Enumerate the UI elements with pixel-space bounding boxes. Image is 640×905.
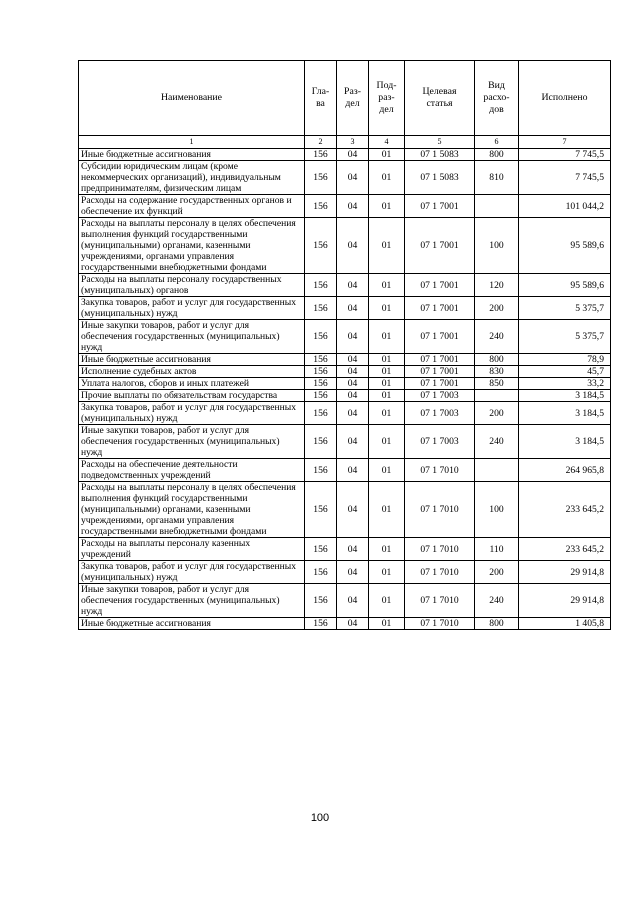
row-glava-cell: 156	[305, 218, 337, 274]
table-row	[79, 584, 611, 618]
row-expense-type-cell: 800	[475, 618, 519, 630]
row-target-article-cell: 07 1 5083	[405, 149, 475, 161]
row-glava-cell: 156	[305, 320, 337, 354]
row-name-cell: Исполнение судебных актов	[79, 366, 305, 378]
row-glava-cell: 156	[305, 618, 337, 630]
row-target-article-cell: 07 1 7003	[405, 390, 475, 402]
row-razdel-cell: 04	[337, 482, 369, 538]
row-podrazdel-cell: 01	[369, 618, 405, 630]
row-executed-amount-cell: 101 044,2	[519, 195, 611, 218]
table-row	[79, 402, 611, 425]
row-name-cell: Расходы на выплаты персоналу в целях обеспечения выполнения функций государственными (муниципальными) органами, казенными учреждениями, органами управления государственными внебюджетными фондами	[79, 218, 305, 274]
row-razdel-cell: 04	[337, 561, 369, 584]
row-name-cell: Иные бюджетные ассигнования	[79, 354, 305, 366]
row-executed-amount-cell: 7 745,5	[519, 149, 611, 161]
table-row	[79, 425, 611, 459]
row-glava-cell: 156	[305, 378, 337, 390]
row-target-article-cell: 07 1 5083	[405, 161, 475, 195]
row-expense-type-cell: 850	[475, 378, 519, 390]
row-name-cell: Закупка товаров, работ и услуг для государственных (муниципальных) нужд	[79, 402, 305, 425]
row-razdel-cell: 04	[337, 378, 369, 390]
row-razdel-cell: 04	[337, 297, 369, 320]
row-target-article-cell: 07 1 7001	[405, 297, 475, 320]
table-row	[79, 618, 611, 630]
row-target-article-cell: 07 1 7001	[405, 320, 475, 354]
row-expense-type-cell: 800	[475, 354, 519, 366]
row-executed-amount-cell: 7 745,5	[519, 161, 611, 195]
row-expense-type-cell: 100	[475, 218, 519, 274]
row-glava-cell: 156	[305, 425, 337, 459]
table-row	[79, 320, 611, 354]
row-razdel-cell: 04	[337, 459, 369, 482]
row-expense-type-cell	[475, 195, 519, 218]
row-expense-type-cell	[475, 459, 519, 482]
row-glava-cell: 156	[305, 584, 337, 618]
row-name-cell: Расходы на обеспечение деятельности подведомственных учреждений	[79, 459, 305, 482]
header-razdel: Раз- дел	[337, 61, 369, 136]
row-executed-amount-cell: 29 914,8	[519, 584, 611, 618]
row-name-cell: Уплата налогов, сборов и иных платежей	[79, 378, 305, 390]
row-executed-amount-cell: 5 375,7	[519, 297, 611, 320]
row-executed-amount-cell: 3 184,5	[519, 425, 611, 459]
table-row	[79, 378, 611, 390]
row-target-article-cell: 07 1 7010	[405, 584, 475, 618]
row-expense-type-cell: 800	[475, 149, 519, 161]
row-target-article-cell: 07 1 7010	[405, 482, 475, 538]
header-glava: Гла- ва	[305, 61, 337, 136]
row-razdel-cell: 04	[337, 390, 369, 402]
row-podrazdel-cell: 01	[369, 561, 405, 584]
row-expense-type-cell: 110	[475, 538, 519, 561]
row-name-cell: Расходы на выплаты персоналу государственных (муниципальных) органов	[79, 274, 305, 297]
row-name-cell: Расходы на выплаты персоналу в целях обеспечения выполнения функций государственными (муниципальными) органами, казенными учреждениями, органами управления государственными внебюджетными фондами	[79, 482, 305, 538]
table-row	[79, 459, 611, 482]
header-expense-type: Вид расхо- дов	[475, 61, 519, 136]
column-number: 5	[405, 136, 475, 149]
row-name-cell: Расходы на выплаты персоналу казенных учреждений	[79, 538, 305, 561]
row-name-cell: Закупка товаров, работ и услуг для государственных (муниципальных) нужд	[79, 561, 305, 584]
row-razdel-cell: 04	[337, 195, 369, 218]
row-glava-cell: 156	[305, 149, 337, 161]
row-razdel-cell: 04	[337, 354, 369, 366]
row-target-article-cell: 07 1 7010	[405, 459, 475, 482]
row-executed-amount-cell: 45,7	[519, 366, 611, 378]
column-number: 2	[305, 136, 337, 149]
column-number: 4	[369, 136, 405, 149]
row-target-article-cell: 07 1 7001	[405, 366, 475, 378]
row-podrazdel-cell: 01	[369, 425, 405, 459]
row-name-cell: Прочие выплаты по обязательствам государства	[79, 390, 305, 402]
header-executed: Исполнено	[519, 61, 611, 136]
row-razdel-cell: 04	[337, 161, 369, 195]
header-row	[79, 61, 611, 136]
row-executed-amount-cell: 3 184,5	[519, 402, 611, 425]
row-podrazdel-cell: 01	[369, 161, 405, 195]
column-number: 1	[79, 136, 305, 149]
row-executed-amount-cell: 78,9	[519, 354, 611, 366]
row-executed-amount-cell: 29 914,8	[519, 561, 611, 584]
row-glava-cell: 156	[305, 161, 337, 195]
row-executed-amount-cell: 95 589,6	[519, 218, 611, 274]
row-glava-cell: 156	[305, 402, 337, 425]
row-razdel-cell: 04	[337, 538, 369, 561]
row-razdel-cell: 04	[337, 584, 369, 618]
row-target-article-cell: 07 1 7003	[405, 425, 475, 459]
row-podrazdel-cell: 01	[369, 482, 405, 538]
page-number: 100	[310, 812, 330, 824]
row-expense-type-cell: 240	[475, 584, 519, 618]
row-razdel-cell: 04	[337, 425, 369, 459]
row-razdel-cell: 04	[337, 274, 369, 297]
table-row	[79, 366, 611, 378]
header-podrazdel: Под- раз- дел	[369, 61, 405, 136]
row-razdel-cell: 04	[337, 320, 369, 354]
row-glava-cell: 156	[305, 538, 337, 561]
row-glava-cell: 156	[305, 390, 337, 402]
row-target-article-cell: 07 1 7003	[405, 402, 475, 425]
column-number: 3	[337, 136, 369, 149]
row-target-article-cell: 07 1 7001	[405, 378, 475, 390]
row-podrazdel-cell: 01	[369, 274, 405, 297]
row-name-cell: Иные бюджетные ассигнования	[79, 618, 305, 630]
row-expense-type-cell: 200	[475, 402, 519, 425]
column-number: 6	[475, 136, 519, 149]
row-executed-amount-cell: 3 184,5	[519, 390, 611, 402]
row-podrazdel-cell: 01	[369, 402, 405, 425]
row-glava-cell: 156	[305, 561, 337, 584]
row-executed-amount-cell: 5 375,7	[519, 320, 611, 354]
row-podrazdel-cell: 01	[369, 149, 405, 161]
header-name: Наименование	[79, 61, 305, 136]
row-expense-type-cell: 240	[475, 425, 519, 459]
row-razdel-cell: 04	[337, 402, 369, 425]
row-expense-type-cell: 120	[475, 274, 519, 297]
table-row	[79, 297, 611, 320]
row-executed-amount-cell: 95 589,6	[519, 274, 611, 297]
table-row	[79, 482, 611, 538]
row-glava-cell: 156	[305, 354, 337, 366]
row-executed-amount-cell: 33,2	[519, 378, 611, 390]
table-row	[79, 195, 611, 218]
row-target-article-cell: 07 1 7010	[405, 618, 475, 630]
row-podrazdel-cell: 01	[369, 390, 405, 402]
row-expense-type-cell	[475, 390, 519, 402]
row-expense-type-cell: 240	[475, 320, 519, 354]
table-row	[79, 390, 611, 402]
row-razdel-cell: 04	[337, 618, 369, 630]
row-podrazdel-cell: 01	[369, 538, 405, 561]
row-glava-cell: 156	[305, 274, 337, 297]
row-expense-type-cell: 100	[475, 482, 519, 538]
row-target-article-cell: 07 1 7001	[405, 218, 475, 274]
row-expense-type-cell: 200	[475, 297, 519, 320]
table-row	[79, 149, 611, 161]
row-name-cell: Закупка товаров, работ и услуг для государственных (муниципальных) нужд	[79, 297, 305, 320]
row-podrazdel-cell: 01	[369, 366, 405, 378]
row-target-article-cell: 07 1 7001	[405, 195, 475, 218]
row-glava-cell: 156	[305, 195, 337, 218]
row-executed-amount-cell: 233 645,2	[519, 538, 611, 561]
row-expense-type-cell: 810	[475, 161, 519, 195]
row-podrazdel-cell: 01	[369, 195, 405, 218]
table-row	[79, 218, 611, 274]
table-row	[79, 354, 611, 366]
row-glava-cell: 156	[305, 297, 337, 320]
row-target-article-cell: 07 1 7010	[405, 538, 475, 561]
column-number-row	[79, 136, 611, 149]
row-glava-cell: 156	[305, 366, 337, 378]
table-row	[79, 274, 611, 297]
row-name-cell: Иные закупки товаров, работ и услуг для обеспечения государственных (муниципальных) нужд	[79, 584, 305, 618]
header-target-article: Целевая статья	[405, 61, 475, 136]
table-row	[79, 538, 611, 561]
row-glava-cell: 156	[305, 482, 337, 538]
row-expense-type-cell: 200	[475, 561, 519, 584]
table-body	[79, 149, 611, 630]
row-glava-cell: 156	[305, 459, 337, 482]
row-podrazdel-cell: 01	[369, 459, 405, 482]
row-name-cell: Иные закупки товаров, работ и услуг для обеспечения государственных (муниципальных) нужд	[79, 320, 305, 354]
row-name-cell: Иные закупки товаров, работ и услуг для обеспечения государственных (муниципальных) нужд	[79, 425, 305, 459]
row-name-cell: Расходы на содержание государственных органов и обеспечение их функций	[79, 195, 305, 218]
table-row	[79, 561, 611, 584]
row-razdel-cell: 04	[337, 218, 369, 274]
row-podrazdel-cell: 01	[369, 320, 405, 354]
row-podrazdel-cell: 01	[369, 378, 405, 390]
row-executed-amount-cell: 233 645,2	[519, 482, 611, 538]
row-target-article-cell: 07 1 7010	[405, 561, 475, 584]
row-expense-type-cell: 830	[475, 366, 519, 378]
row-razdel-cell: 04	[337, 366, 369, 378]
row-razdel-cell: 04	[337, 149, 369, 161]
table-row	[79, 161, 611, 195]
row-podrazdel-cell: 01	[369, 584, 405, 618]
row-executed-amount-cell: 1 405,8	[519, 618, 611, 630]
column-number: 7	[519, 136, 611, 149]
budget-execution-table	[78, 60, 611, 630]
row-executed-amount-cell: 264 965,8	[519, 459, 611, 482]
row-name-cell: Субсидии юридическим лицам (кроме некоммерческих организаций), индивидуальным предпринимателям, физическим лицам	[79, 161, 305, 195]
row-target-article-cell: 07 1 7001	[405, 354, 475, 366]
row-podrazdel-cell: 01	[369, 218, 405, 274]
row-podrazdel-cell: 01	[369, 297, 405, 320]
row-name-cell: Иные бюджетные ассигнования	[79, 149, 305, 161]
row-podrazdel-cell: 01	[369, 354, 405, 366]
row-target-article-cell: 07 1 7001	[405, 274, 475, 297]
